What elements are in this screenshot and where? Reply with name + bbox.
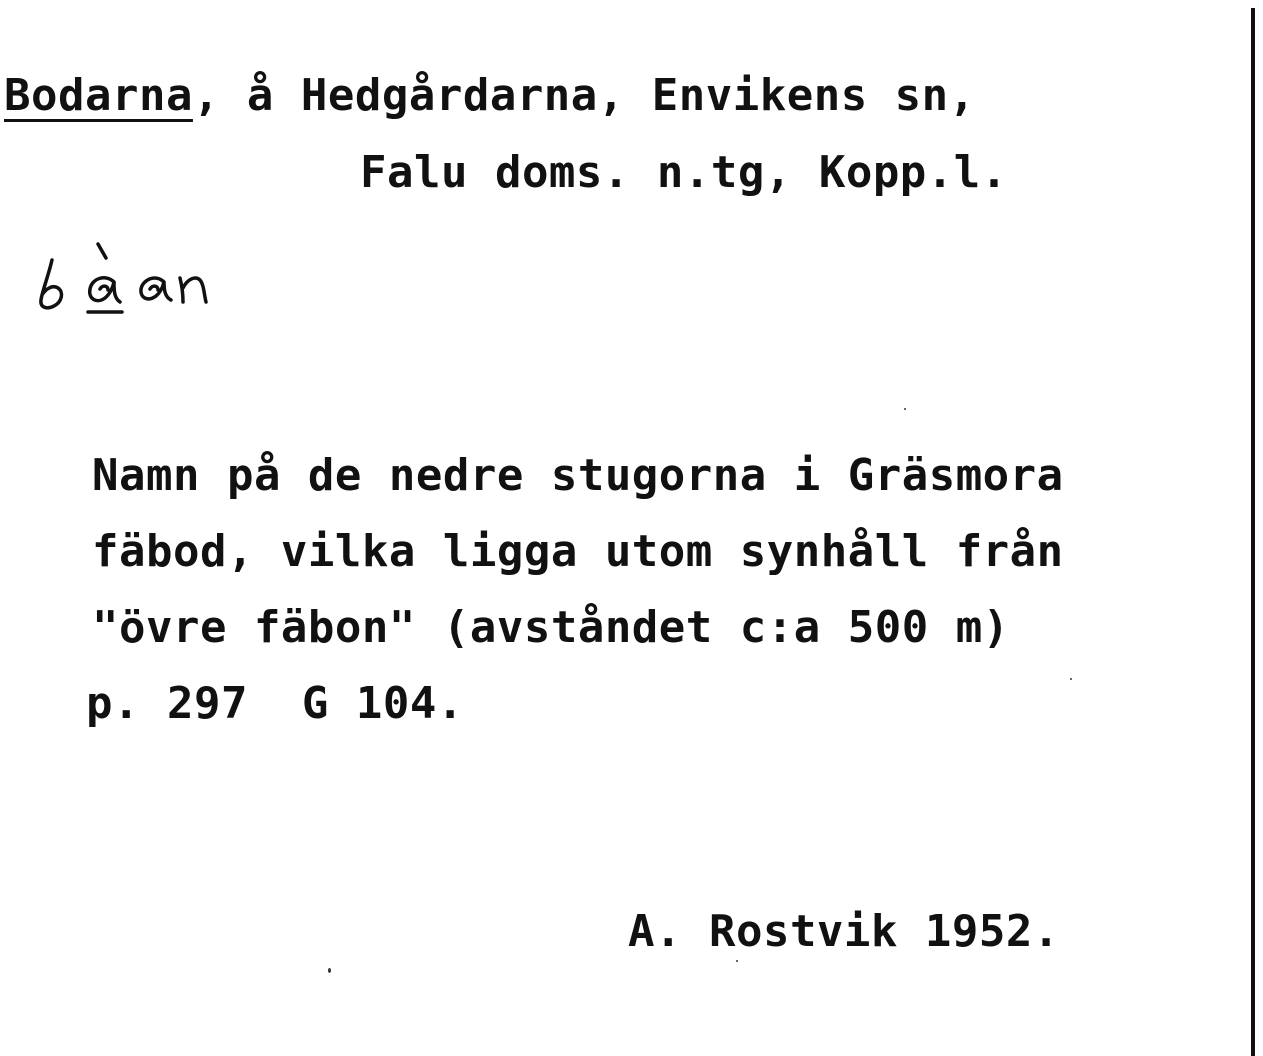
body-line-3: "övre fäbon" (avståndet c:a 500 m) — [92, 602, 1010, 653]
heading-location: , å Hedgårdarna, Envikens sn, — [192, 70, 976, 121]
body-line-1: Namn på de nedre stugorna i Gräsmora — [92, 450, 1064, 501]
scan-speck — [328, 968, 331, 973]
handwritten-pronunciation — [30, 232, 230, 332]
scan-speck — [1070, 678, 1072, 680]
body-line-4: p. 297 G 104. — [86, 678, 464, 729]
subheading-line: Falu doms. n.tg, Kopp.l. — [360, 147, 1008, 198]
signature: A. Rostvik 1952. — [628, 906, 1060, 957]
heading-line — [4, 70, 976, 121]
scan-speck — [904, 408, 906, 410]
scan-speck — [736, 960, 738, 962]
body-line-2: fäbod, vilka ligga utom synhåll från — [92, 526, 1064, 577]
card-edge-line — [1251, 8, 1255, 1056]
place-name: Bodarna — [4, 70, 193, 121]
